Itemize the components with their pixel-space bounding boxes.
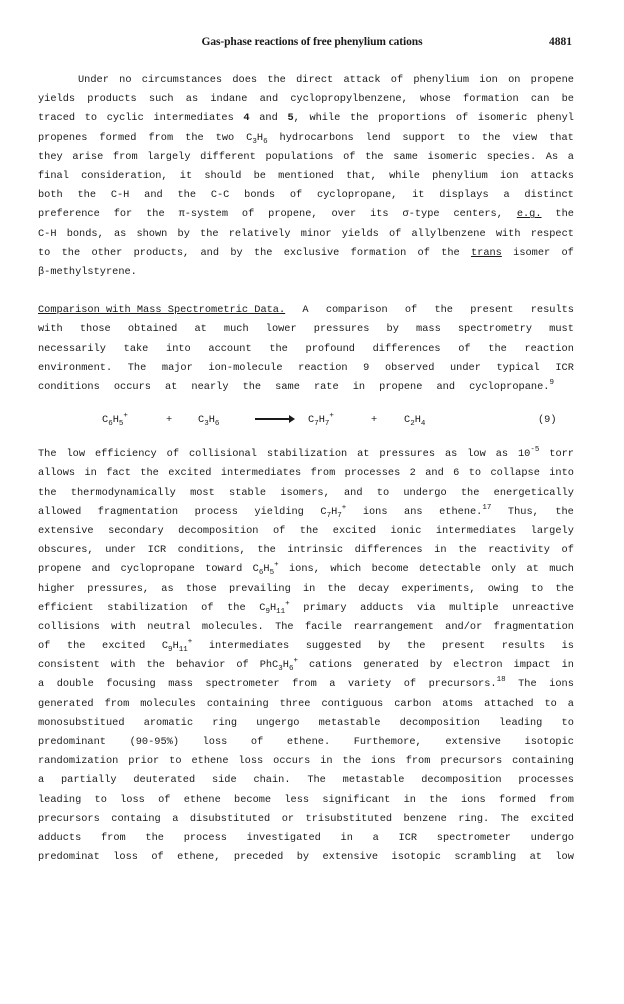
text-line: propenes formed from the two $C_3H_6$ hydrocarbons lend support to the view that	[38, 131, 574, 146]
text-line: generated from molecules containing three contiguous carbon atoms attached to a	[38, 697, 574, 710]
text-line: Comparison with Mass Spectrometric Data. A comparison of the present results	[38, 304, 574, 317]
text-line: conditions occurs at nearly the same rate in propene and cyclopropane.$^9$	[38, 379, 554, 393]
text-line: preference for the π-system of propene, over its σ-type centers, e.g. the	[38, 208, 574, 221]
text-line: necessarily take into account the profound differences of the reaction	[38, 342, 574, 355]
text-line: extensive secondary decomposition of the excited ionic intermediates largely	[38, 524, 574, 537]
running-title: Gas-phase reactions of free phenylium cations	[201, 36, 423, 48]
reaction-arrow-icon	[255, 418, 291, 420]
text-line: The low efficiency of collisional stabilization at pressures as low as $10^{-5}$ torr	[38, 446, 574, 461]
text-line: the thermodynamically most stable isomers, and to undergo the energetically	[38, 486, 574, 499]
text-line: predominant (90-95%) loss of ethene. Furthemore, extensive isotopic	[38, 736, 574, 748]
text-line: they arise from largely different populations of the same isomeric species. As a	[38, 150, 574, 163]
text-line: consistent with the behavior of $PhC_3H_6^+$ cations generated by electron impact in	[38, 657, 574, 674]
article-body	[38, 71, 574, 867]
text-line: propene and cyclopropane toward $C_6H_5^+$ ions, which become detectable only at much	[38, 561, 574, 578]
text-line: a double focusing mass spectrometer from a variety of precursors.$^{18}$ The ions	[38, 676, 574, 691]
equation-plus: +	[166, 414, 173, 427]
page-header	[0, 36, 624, 52]
text-line: allows in fact the excited intermediates from processes 2 and 6 to collapse into	[38, 467, 574, 480]
text-line: collisions with neutral molecules. The facile rearrangement and/or fragmentation	[38, 620, 574, 633]
equation-product-c7h7: $C_7H_7^+$	[308, 412, 334, 429]
text-line: C-H bonds, as shown by the relatively minor yields of allylbenzene with respect	[38, 227, 574, 240]
text-line: with those obtained at much lower pressures by mass spectrometry must	[38, 323, 574, 336]
text-line: obscures, under ICR conditions, the intrinsic differences in the reactivity of	[38, 544, 574, 557]
equation-plus: +	[371, 414, 378, 427]
text-line: adducts from the process investigated in a ICR spectrometer undergo	[38, 831, 574, 844]
text-line: β-methylstyrene.	[38, 265, 137, 278]
reaction-equation-9	[38, 397, 574, 445]
text-line: Under no circumstances does the direct attack of phenylium ion on propene	[78, 74, 574, 86]
equation-label: (9)	[538, 414, 557, 427]
equation-reactant-propene: $C_3H_6$	[198, 414, 220, 429]
text-line: predominat loss of ethene, preceded by extensive isotopic scrambling at low	[38, 851, 574, 864]
text-line: yields products such as indane and cyclopropylbenzene, whose formation can be	[38, 93, 574, 106]
text-line: environment. The major ion-molecule reaction 9 observed under typical ICR	[38, 361, 574, 374]
text-line: monosubstitued aromatic ring ungergo metastable decomposition leading to	[38, 716, 574, 729]
equation-product-ethene: $C_2H_4$	[404, 414, 426, 429]
text-line: higher pressures, as those prevailing in the decay experiments, owing to the	[38, 582, 574, 595]
text-line: leading to loss of ethene become less significant in the ions formed from	[38, 793, 574, 806]
text-line: both the C-H and the C-C bonds of cyclopropane, it displays a distinct	[38, 189, 574, 202]
text-line: precursors containg a disubstituted or trisubstituted benzene ring. The excited	[38, 812, 574, 825]
text-line: traced to cyclic intermediates 4 and 5, while the proportions of isomeric phenyl	[38, 112, 574, 125]
page-number: 4881	[549, 36, 572, 48]
equation-reactant-phenylium: $C_6H_5^+$	[102, 412, 128, 429]
paragraph-mass-spectrometry	[38, 301, 574, 397]
text-line: efficient stabilization of the $C_9H_{11}^+$ primary adducts via multiple unreactive	[38, 599, 574, 616]
text-line: allowed fragmentation process yielding $C_7H_7^+$ ions ans ethene.$^{17}$ Thus, the	[38, 503, 574, 520]
text-line: final consideration, it should be mentioned that, while phenylium ion attacks	[38, 169, 574, 182]
text-line: to the other products, and by the exclusive formation of the trans isomer of	[38, 246, 574, 259]
text-line: a partially deuterated side chain. The metastable decomposition processes	[38, 774, 574, 787]
paragraph-collisional-stabilization	[38, 445, 574, 867]
text-line: of the excited $C_9H_{11}^+$ intermediates suggested by the present results is	[38, 638, 574, 655]
paragraph-phenylium-selectivity	[38, 71, 574, 282]
text-line: randomization prior to ethene loss occurs in the ions from precursors containing	[38, 755, 574, 768]
